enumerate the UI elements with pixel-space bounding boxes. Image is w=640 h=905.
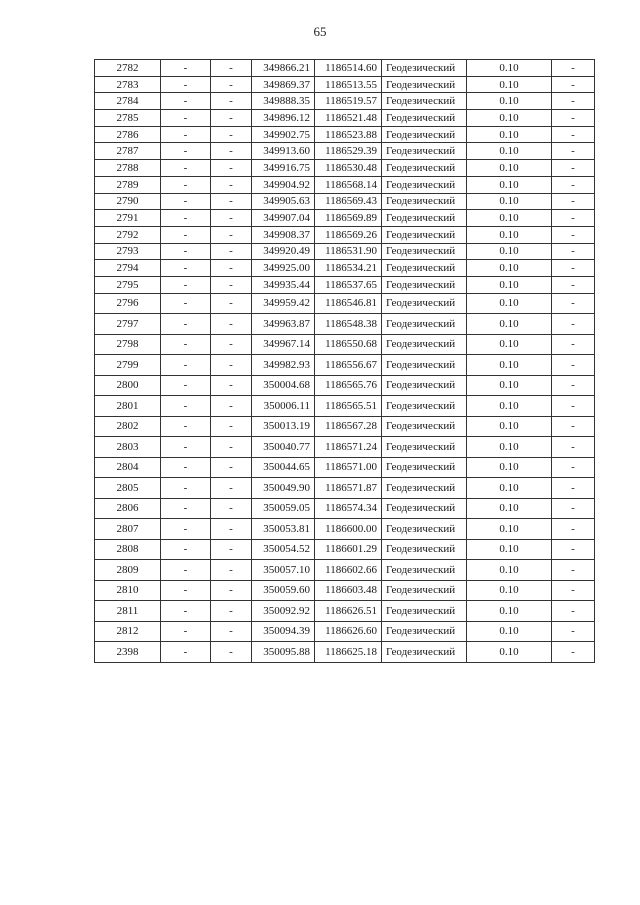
point-id-cell: 2799 — [95, 355, 161, 376]
col3-cell: - — [211, 276, 252, 293]
accuracy-cell: 0.10 — [467, 601, 552, 622]
col8-cell: - — [552, 126, 595, 143]
col8-cell: - — [552, 478, 595, 499]
point-id-cell: 2785 — [95, 110, 161, 127]
accuracy-cell: 0.10 — [467, 293, 552, 314]
y-coord-cell: 1186569.43 — [315, 193, 382, 210]
col8-cell: - — [552, 539, 595, 560]
x-coord-cell: 350059.05 — [252, 498, 315, 519]
col2-cell: - — [161, 314, 211, 335]
x-coord-cell: 350006.11 — [252, 396, 315, 417]
col3-cell: - — [211, 396, 252, 417]
method-cell: Геодезический — [382, 76, 467, 93]
y-coord-cell: 1186567.28 — [315, 416, 382, 437]
col3-cell: - — [211, 193, 252, 210]
col2-cell: - — [161, 293, 211, 314]
col3-cell: - — [211, 416, 252, 437]
method-cell: Геодезический — [382, 498, 467, 519]
page-number: 65 — [313, 24, 327, 39]
accuracy-cell: 0.10 — [467, 437, 552, 458]
y-coord-cell: 1186531.90 — [315, 243, 382, 260]
col2-cell: - — [161, 519, 211, 540]
y-coord-cell: 1186548.38 — [315, 314, 382, 335]
col2-cell: - — [161, 243, 211, 260]
table-row — [95, 375, 595, 396]
col8-cell: - — [552, 416, 595, 437]
table-row — [95, 355, 595, 376]
col3-cell: - — [211, 126, 252, 143]
y-coord-cell: 1186569.26 — [315, 226, 382, 243]
col3-cell: - — [211, 560, 252, 581]
col8-cell: - — [552, 457, 595, 478]
y-coord-cell: 1186625.18 — [315, 642, 382, 663]
col8-cell: - — [552, 293, 595, 314]
table-row — [95, 126, 595, 143]
point-id-cell: 2398 — [95, 642, 161, 663]
x-coord-cell: 350057.10 — [252, 560, 315, 581]
point-id-cell: 2801 — [95, 396, 161, 417]
col8-cell: - — [552, 160, 595, 177]
method-cell: Геодезический — [382, 580, 467, 601]
x-coord-cell: 349959.42 — [252, 293, 315, 314]
y-coord-cell: 1186529.39 — [315, 143, 382, 160]
method-cell: Геодезический — [382, 60, 467, 77]
accuracy-cell: 0.10 — [467, 193, 552, 210]
point-id-cell: 2796 — [95, 293, 161, 314]
x-coord-cell: 349869.37 — [252, 76, 315, 93]
method-cell: Геодезический — [382, 293, 467, 314]
col8-cell: - — [552, 375, 595, 396]
method-cell: Геодезический — [382, 243, 467, 260]
y-coord-cell: 1186523.88 — [315, 126, 382, 143]
accuracy-cell: 0.10 — [467, 160, 552, 177]
accuracy-cell: 0.10 — [467, 260, 552, 277]
point-id-cell: 2807 — [95, 519, 161, 540]
col8-cell: - — [552, 93, 595, 110]
table-row — [95, 293, 595, 314]
method-cell: Геодезический — [382, 642, 467, 663]
point-id-cell: 2782 — [95, 60, 161, 77]
y-coord-cell: 1186603.48 — [315, 580, 382, 601]
accuracy-cell: 0.10 — [467, 60, 552, 77]
accuracy-cell: 0.10 — [467, 621, 552, 642]
y-coord-cell: 1186571.87 — [315, 478, 382, 499]
y-coord-cell: 1186571.24 — [315, 437, 382, 458]
col2-cell: - — [161, 621, 211, 642]
y-coord-cell: 1186519.57 — [315, 93, 382, 110]
point-id-cell: 2811 — [95, 601, 161, 622]
method-cell: Геодезический — [382, 160, 467, 177]
table-row — [95, 276, 595, 293]
col3-cell: - — [211, 314, 252, 335]
col8-cell: - — [552, 560, 595, 581]
point-id-cell: 2787 — [95, 143, 161, 160]
table-row — [95, 457, 595, 478]
accuracy-cell: 0.10 — [467, 375, 552, 396]
y-coord-cell: 1186574.34 — [315, 498, 382, 519]
y-coord-cell: 1186569.89 — [315, 210, 382, 227]
point-id-cell: 2806 — [95, 498, 161, 519]
x-coord-cell: 350092.92 — [252, 601, 315, 622]
col3-cell: - — [211, 143, 252, 160]
accuracy-cell: 0.10 — [467, 243, 552, 260]
x-coord-cell: 349967.14 — [252, 334, 315, 355]
col8-cell: - — [552, 437, 595, 458]
y-coord-cell: 1186568.14 — [315, 176, 382, 193]
y-coord-cell: 1186534.21 — [315, 260, 382, 277]
point-id-cell: 2805 — [95, 478, 161, 499]
col3-cell: - — [211, 580, 252, 601]
accuracy-cell: 0.10 — [467, 396, 552, 417]
col3-cell: - — [211, 375, 252, 396]
accuracy-cell: 0.10 — [467, 539, 552, 560]
x-coord-cell: 349925.00 — [252, 260, 315, 277]
table-row — [95, 334, 595, 355]
accuracy-cell: 0.10 — [467, 334, 552, 355]
x-coord-cell: 350049.90 — [252, 478, 315, 499]
point-id-cell: 2792 — [95, 226, 161, 243]
col8-cell: - — [552, 193, 595, 210]
table-row — [95, 539, 595, 560]
x-coord-cell: 349866.21 — [252, 60, 315, 77]
point-id-cell: 2812 — [95, 621, 161, 642]
col3-cell: - — [211, 93, 252, 110]
x-coord-cell: 350004.68 — [252, 375, 315, 396]
x-coord-cell: 350094.39 — [252, 621, 315, 642]
col3-cell: - — [211, 621, 252, 642]
col3-cell: - — [211, 110, 252, 127]
col3-cell: - — [211, 210, 252, 227]
accuracy-cell: 0.10 — [467, 143, 552, 160]
col2-cell: - — [161, 560, 211, 581]
y-coord-cell: 1186521.48 — [315, 110, 382, 127]
table-row — [95, 76, 595, 93]
method-cell: Геодезический — [382, 276, 467, 293]
col2-cell: - — [161, 457, 211, 478]
col3-cell: - — [211, 519, 252, 540]
col2-cell: - — [161, 396, 211, 417]
accuracy-cell: 0.10 — [467, 93, 552, 110]
col2-cell: - — [161, 601, 211, 622]
point-id-cell: 2793 — [95, 243, 161, 260]
col8-cell: - — [552, 396, 595, 417]
col2-cell: - — [161, 334, 211, 355]
table-row — [95, 260, 595, 277]
method-cell: Геодезический — [382, 260, 467, 277]
method-cell: Геодезический — [382, 601, 467, 622]
accuracy-cell: 0.10 — [467, 226, 552, 243]
method-cell: Геодезический — [382, 334, 467, 355]
y-coord-cell: 1186514.60 — [315, 60, 382, 77]
col8-cell: - — [552, 210, 595, 227]
accuracy-cell: 0.10 — [467, 478, 552, 499]
col2-cell: - — [161, 276, 211, 293]
col3-cell: - — [211, 243, 252, 260]
col3-cell: - — [211, 478, 252, 499]
y-coord-cell: 1186601.29 — [315, 539, 382, 560]
method-cell: Геодезический — [382, 110, 467, 127]
y-coord-cell: 1186550.68 — [315, 334, 382, 355]
col2-cell: - — [161, 110, 211, 127]
point-id-cell: 2790 — [95, 193, 161, 210]
y-coord-cell: 1186530.48 — [315, 160, 382, 177]
table-row — [95, 396, 595, 417]
point-id-cell: 2797 — [95, 314, 161, 335]
accuracy-cell: 0.10 — [467, 560, 552, 581]
col8-cell: - — [552, 226, 595, 243]
table-row — [95, 314, 595, 335]
col3-cell: - — [211, 457, 252, 478]
accuracy-cell: 0.10 — [467, 110, 552, 127]
col2-cell: - — [161, 375, 211, 396]
point-id-cell: 2786 — [95, 126, 161, 143]
x-coord-cell: 350013.19 — [252, 416, 315, 437]
point-id-cell: 2803 — [95, 437, 161, 458]
point-id-cell: 2810 — [95, 580, 161, 601]
col8-cell: - — [552, 334, 595, 355]
x-coord-cell: 349907.04 — [252, 210, 315, 227]
method-cell: Геодезический — [382, 193, 467, 210]
y-coord-cell: 1186546.81 — [315, 293, 382, 314]
table-row — [95, 498, 595, 519]
col2-cell: - — [161, 355, 211, 376]
method-cell: Геодезический — [382, 539, 467, 560]
accuracy-cell: 0.10 — [467, 457, 552, 478]
method-cell: Геодезический — [382, 210, 467, 227]
method-cell: Геодезический — [382, 457, 467, 478]
col3-cell: - — [211, 355, 252, 376]
coordinates-table — [94, 59, 595, 663]
table-row — [95, 642, 595, 663]
point-id-cell: 2783 — [95, 76, 161, 93]
accuracy-cell: 0.10 — [467, 276, 552, 293]
accuracy-cell: 0.10 — [467, 416, 552, 437]
x-coord-cell: 350059.60 — [252, 580, 315, 601]
col8-cell: - — [552, 519, 595, 540]
x-coord-cell: 349908.37 — [252, 226, 315, 243]
method-cell: Геодезический — [382, 478, 467, 499]
point-id-cell: 2788 — [95, 160, 161, 177]
col3-cell: - — [211, 76, 252, 93]
method-cell: Геодезический — [382, 176, 467, 193]
accuracy-cell: 0.10 — [467, 314, 552, 335]
y-coord-cell: 1186565.76 — [315, 375, 382, 396]
col8-cell: - — [552, 176, 595, 193]
method-cell: Геодезический — [382, 437, 467, 458]
col3-cell: - — [211, 160, 252, 177]
col3-cell: - — [211, 60, 252, 77]
y-coord-cell: 1186556.67 — [315, 355, 382, 376]
x-coord-cell: 350053.81 — [252, 519, 315, 540]
col8-cell: - — [552, 355, 595, 376]
x-coord-cell: 349888.35 — [252, 93, 315, 110]
col8-cell: - — [552, 314, 595, 335]
method-cell: Геодезический — [382, 519, 467, 540]
col8-cell: - — [552, 143, 595, 160]
table-row — [95, 560, 595, 581]
x-coord-cell: 349963.87 — [252, 314, 315, 335]
table-row — [95, 478, 595, 499]
x-coord-cell: 349982.93 — [252, 355, 315, 376]
col3-cell: - — [211, 226, 252, 243]
x-coord-cell: 350044.65 — [252, 457, 315, 478]
col2-cell: - — [161, 193, 211, 210]
method-cell: Геодезический — [382, 621, 467, 642]
col3-cell: - — [211, 260, 252, 277]
col2-cell: - — [161, 478, 211, 499]
col2-cell: - — [161, 143, 211, 160]
y-coord-cell: 1186626.51 — [315, 601, 382, 622]
col3-cell: - — [211, 437, 252, 458]
y-coord-cell: 1186600.00 — [315, 519, 382, 540]
x-coord-cell: 349905.63 — [252, 193, 315, 210]
point-id-cell: 2798 — [95, 334, 161, 355]
y-coord-cell: 1186571.00 — [315, 457, 382, 478]
table-row — [95, 60, 595, 77]
y-coord-cell: 1186626.60 — [315, 621, 382, 642]
table-row — [95, 110, 595, 127]
col3-cell: - — [211, 334, 252, 355]
x-coord-cell: 349902.75 — [252, 126, 315, 143]
col2-cell: - — [161, 539, 211, 560]
x-coord-cell: 349920.49 — [252, 243, 315, 260]
table-row — [95, 193, 595, 210]
col2-cell: - — [161, 498, 211, 519]
col8-cell: - — [552, 642, 595, 663]
y-coord-cell: 1186537.65 — [315, 276, 382, 293]
col8-cell: - — [552, 276, 595, 293]
accuracy-cell: 0.10 — [467, 176, 552, 193]
x-coord-cell: 350054.52 — [252, 539, 315, 560]
table-row — [95, 243, 595, 260]
accuracy-cell: 0.10 — [467, 210, 552, 227]
point-id-cell: 2800 — [95, 375, 161, 396]
point-id-cell: 2804 — [95, 457, 161, 478]
col2-cell: - — [161, 93, 211, 110]
col8-cell: - — [552, 621, 595, 642]
x-coord-cell: 349913.60 — [252, 143, 315, 160]
col8-cell: - — [552, 243, 595, 260]
table-row — [95, 160, 595, 177]
col8-cell: - — [552, 260, 595, 277]
col2-cell: - — [161, 642, 211, 663]
table-row — [95, 621, 595, 642]
point-id-cell: 2794 — [95, 260, 161, 277]
accuracy-cell: 0.10 — [467, 126, 552, 143]
accuracy-cell: 0.10 — [467, 642, 552, 663]
method-cell: Геодезический — [382, 226, 467, 243]
table-row — [95, 143, 595, 160]
y-coord-cell: 1186565.51 — [315, 396, 382, 417]
col2-cell: - — [161, 210, 211, 227]
x-coord-cell: 349916.75 — [252, 160, 315, 177]
table-row — [95, 601, 595, 622]
col3-cell: - — [211, 293, 252, 314]
point-id-cell: 2809 — [95, 560, 161, 581]
col8-cell: - — [552, 498, 595, 519]
col2-cell: - — [161, 126, 211, 143]
col8-cell: - — [552, 110, 595, 127]
point-id-cell: 2795 — [95, 276, 161, 293]
col3-cell: - — [211, 601, 252, 622]
x-coord-cell: 349935.44 — [252, 276, 315, 293]
col2-cell: - — [161, 76, 211, 93]
y-coord-cell: 1186513.55 — [315, 76, 382, 93]
point-id-cell: 2784 — [95, 93, 161, 110]
accuracy-cell: 0.10 — [467, 355, 552, 376]
point-id-cell: 2802 — [95, 416, 161, 437]
point-id-cell: 2789 — [95, 176, 161, 193]
method-cell: Геодезический — [382, 375, 467, 396]
x-coord-cell: 349904.92 — [252, 176, 315, 193]
table-body — [95, 60, 595, 663]
y-coord-cell: 1186602.66 — [315, 560, 382, 581]
method-cell: Геодезический — [382, 560, 467, 581]
col2-cell: - — [161, 160, 211, 177]
col2-cell: - — [161, 260, 211, 277]
table-row — [95, 176, 595, 193]
method-cell: Геодезический — [382, 126, 467, 143]
table-row — [95, 93, 595, 110]
accuracy-cell: 0.10 — [467, 519, 552, 540]
table-row — [95, 416, 595, 437]
method-cell: Геодезический — [382, 416, 467, 437]
method-cell: Геодезический — [382, 396, 467, 417]
col2-cell: - — [161, 437, 211, 458]
accuracy-cell: 0.10 — [467, 498, 552, 519]
accuracy-cell: 0.10 — [467, 76, 552, 93]
x-coord-cell: 349896.12 — [252, 110, 315, 127]
col8-cell: - — [552, 76, 595, 93]
method-cell: Геодезический — [382, 355, 467, 376]
method-cell: Геодезический — [382, 93, 467, 110]
col3-cell: - — [211, 539, 252, 560]
point-id-cell: 2808 — [95, 539, 161, 560]
col2-cell: - — [161, 60, 211, 77]
accuracy-cell: 0.10 — [467, 580, 552, 601]
col2-cell: - — [161, 176, 211, 193]
col2-cell: - — [161, 416, 211, 437]
table-row — [95, 437, 595, 458]
point-id-cell: 2791 — [95, 210, 161, 227]
table-row — [95, 210, 595, 227]
x-coord-cell: 350095.88 — [252, 642, 315, 663]
x-coord-cell: 350040.77 — [252, 437, 315, 458]
table-row — [95, 226, 595, 243]
method-cell: Геодезический — [382, 314, 467, 335]
col2-cell: - — [161, 580, 211, 601]
col8-cell: - — [552, 580, 595, 601]
col3-cell: - — [211, 498, 252, 519]
method-cell: Геодезический — [382, 143, 467, 160]
col8-cell: - — [552, 60, 595, 77]
table-row — [95, 580, 595, 601]
col2-cell: - — [161, 226, 211, 243]
col3-cell: - — [211, 176, 252, 193]
col3-cell: - — [211, 642, 252, 663]
table-row — [95, 519, 595, 540]
col8-cell: - — [552, 601, 595, 622]
